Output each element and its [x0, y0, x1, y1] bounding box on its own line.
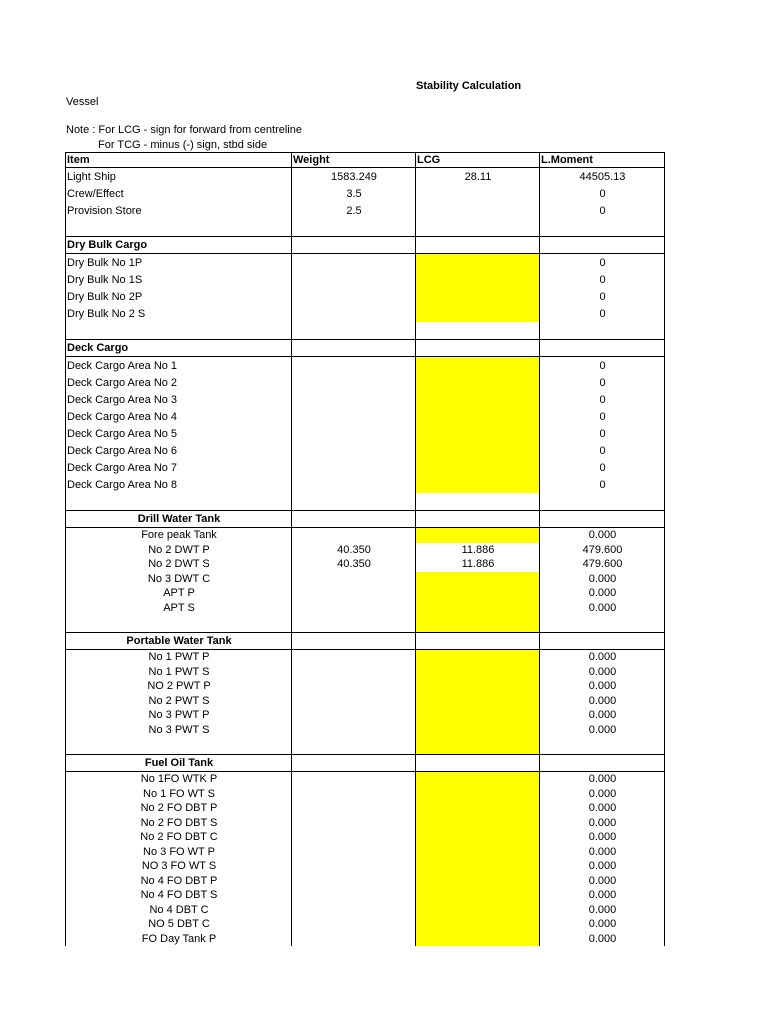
table-row — [66, 874, 665, 889]
item-cell[interactable]: No 2 DWT P — [66, 543, 292, 558]
weight-cell[interactable]: 40.350 — [292, 557, 416, 572]
table-row — [66, 816, 665, 831]
table-row — [66, 543, 665, 558]
weight-cell[interactable] — [292, 391, 416, 408]
item-cell[interactable]: Provision Store — [66, 202, 292, 219]
table-row — [66, 476, 665, 493]
weight-cell[interactable] — [292, 271, 416, 288]
moment-cell[interactable]: 0.000 — [540, 787, 665, 802]
item-cell[interactable]: APT S — [66, 601, 292, 616]
lcg-cell[interactable] — [416, 633, 540, 650]
moment-cell[interactable]: 0.000 — [540, 528, 665, 543]
lcg-cell[interactable] — [416, 254, 540, 272]
item-cell[interactable]: No 3 DWT C — [66, 572, 292, 587]
item-cell[interactable]: Deck Cargo Area No 5 — [66, 425, 292, 442]
lcg-cell[interactable] — [416, 816, 540, 831]
moment-cell[interactable]: 0 — [540, 476, 665, 493]
moment-cell[interactable]: 0 — [540, 202, 665, 219]
moment-cell[interactable] — [540, 737, 665, 755]
section-title[interactable]: Dry Bulk Cargo — [66, 237, 292, 254]
table-row — [66, 859, 665, 874]
item-cell[interactable]: No 4 FO DBT S — [66, 888, 292, 903]
lcg-cell[interactable] — [416, 772, 540, 787]
table-row — [66, 888, 665, 903]
lcg-cell[interactable] — [416, 723, 540, 738]
lcg-cell[interactable] — [416, 787, 540, 802]
section-title[interactable]: Deck Cargo — [66, 340, 292, 357]
lcg-cell[interactable] — [416, 237, 540, 254]
column-header-moment[interactable]: L.Moment — [540, 153, 665, 168]
table-row — [66, 459, 665, 476]
item-cell[interactable]: Dry Bulk No 1P — [66, 254, 292, 272]
moment-cell[interactable]: 479.600 — [540, 543, 665, 558]
moment-cell[interactable]: 0.000 — [540, 801, 665, 816]
lcg-cell[interactable] — [416, 288, 540, 305]
table-row — [66, 723, 665, 738]
item-cell[interactable]: Deck Cargo Area No 7 — [66, 459, 292, 476]
weight-cell[interactable] — [292, 772, 416, 787]
lcg-cell[interactable] — [416, 271, 540, 288]
item-cell[interactable]: Deck Cargo Area No 8 — [66, 476, 292, 493]
lcg-cell[interactable]: 11.886 — [416, 557, 540, 572]
item-cell[interactable] — [66, 615, 292, 633]
moment-cell[interactable]: 0.000 — [540, 932, 665, 947]
weight-cell[interactable] — [292, 254, 416, 272]
weight-cell[interactable] — [292, 708, 416, 723]
moment-cell[interactable]: 0 — [540, 271, 665, 288]
spacer-row — [66, 493, 665, 511]
lcg-cell[interactable] — [416, 408, 540, 425]
item-cell[interactable]: NO 3 FO WT S — [66, 859, 292, 874]
table-row — [66, 903, 665, 918]
column-header-item[interactable]: Item — [66, 153, 292, 168]
lcg-cell[interactable] — [416, 801, 540, 816]
lcg-cell[interactable] — [416, 442, 540, 459]
moment-cell[interactable]: 0.000 — [540, 708, 665, 723]
column-header-lcg[interactable]: LCG — [416, 153, 540, 168]
moment-cell[interactable]: 0.000 — [540, 816, 665, 831]
moment-cell[interactable] — [540, 322, 665, 340]
lcg-cell[interactable] — [416, 755, 540, 772]
section-header-row — [66, 511, 665, 528]
weight-cell[interactable]: 40.350 — [292, 543, 416, 558]
lcg-cell[interactable] — [416, 391, 540, 408]
weight-cell[interactable] — [292, 601, 416, 616]
item-cell[interactable]: No 2 PWT S — [66, 694, 292, 709]
lcg-cell[interactable] — [416, 305, 540, 322]
moment-cell[interactable]: 0.000 — [540, 572, 665, 587]
moment-cell[interactable]: 479.600 — [540, 557, 665, 572]
item-cell[interactable]: Dry Bulk No 2P — [66, 288, 292, 305]
weight-cell[interactable] — [292, 511, 416, 528]
moment-cell[interactable]: 0.000 — [540, 903, 665, 918]
table-row — [66, 442, 665, 459]
table-row — [66, 425, 665, 442]
table-row — [66, 586, 665, 601]
lcg-cell[interactable] — [416, 694, 540, 709]
table-row — [66, 830, 665, 845]
item-cell[interactable]: No 2 DWT S — [66, 557, 292, 572]
moment-cell[interactable]: 0 — [540, 459, 665, 476]
lcg-cell[interactable] — [416, 374, 540, 391]
section-header-row — [66, 237, 665, 254]
page-title: Stability Calculation — [416, 80, 522, 92]
section-header-row — [66, 340, 665, 357]
lcg-cell[interactable] — [416, 586, 540, 601]
header-row — [66, 153, 665, 168]
item-cell[interactable]: Deck Cargo Area No 3 — [66, 391, 292, 408]
moment-cell[interactable] — [540, 237, 665, 254]
table-row — [66, 679, 665, 694]
moment-cell[interactable]: 0 — [540, 357, 665, 375]
weight-cell[interactable] — [292, 288, 416, 305]
moment-cell[interactable] — [540, 755, 665, 772]
table-row — [66, 845, 665, 860]
lcg-cell[interactable] — [416, 340, 540, 357]
moment-cell[interactable]: 0 — [540, 288, 665, 305]
moment-cell[interactable] — [540, 511, 665, 528]
item-cell[interactable] — [66, 322, 292, 340]
moment-cell[interactable]: 44505.13 — [540, 168, 665, 186]
weight-cell[interactable] — [292, 305, 416, 322]
moment-cell[interactable]: 0 — [540, 305, 665, 322]
weight-cell[interactable] — [292, 408, 416, 425]
weight-cell[interactable] — [292, 859, 416, 874]
moment-cell[interactable]: 0.000 — [540, 679, 665, 694]
weight-cell[interactable] — [292, 322, 416, 340]
weight-cell[interactable] — [292, 845, 416, 860]
item-cell[interactable] — [66, 737, 292, 755]
lcg-cell[interactable] — [416, 425, 540, 442]
moment-cell[interactable] — [540, 219, 665, 237]
moment-cell[interactable]: 0 — [540, 254, 665, 272]
lcg-cell[interactable]: 28.11 — [416, 168, 540, 186]
moment-cell[interactable]: 0 — [540, 425, 665, 442]
item-cell[interactable]: Deck Cargo Area No 6 — [66, 442, 292, 459]
moment-cell[interactable] — [540, 615, 665, 633]
table-row — [66, 202, 665, 219]
item-cell[interactable]: No 1FO WTK P — [66, 772, 292, 787]
spacer-row — [66, 737, 665, 755]
lcg-cell[interactable] — [416, 679, 540, 694]
lcg-cell[interactable] — [416, 932, 540, 947]
lcg-cell[interactable] — [416, 476, 540, 493]
moment-cell[interactable]: 0.000 — [540, 859, 665, 874]
table-row — [66, 572, 665, 587]
weight-cell[interactable] — [292, 374, 416, 391]
table-row — [66, 650, 665, 665]
weight-cell[interactable] — [292, 615, 416, 633]
note-line-1: Note : For LCG - sign for forward from centreline — [66, 124, 302, 136]
moment-cell[interactable] — [540, 493, 665, 511]
table-row — [66, 271, 665, 288]
item-cell[interactable]: No 4 FO DBT P — [66, 874, 292, 889]
weight-cell[interactable] — [292, 340, 416, 357]
section-title[interactable]: Fuel Oil Tank — [66, 755, 292, 772]
item-cell[interactable]: Light Ship — [66, 168, 292, 186]
weight-cell[interactable] — [292, 723, 416, 738]
weight-cell[interactable] — [292, 528, 416, 543]
spacer-row — [66, 322, 665, 340]
vessel-label: Vessel — [66, 96, 99, 108]
weight-cell[interactable]: 1583.249 — [292, 168, 416, 186]
item-cell[interactable]: No 3 FO WT P — [66, 845, 292, 860]
section-title[interactable]: Drill Water Tank — [66, 511, 292, 528]
weight-cell[interactable]: 2.5 — [292, 202, 416, 219]
item-cell[interactable]: Deck Cargo Area No 1 — [66, 357, 292, 375]
moment-cell[interactable]: 0.000 — [540, 586, 665, 601]
table-row — [66, 528, 665, 543]
weight-cell[interactable] — [292, 586, 416, 601]
lcg-cell[interactable] — [416, 903, 540, 918]
weight-cell[interactable] — [292, 219, 416, 237]
moment-cell[interactable]: 0.000 — [540, 601, 665, 616]
table-row — [66, 772, 665, 787]
weight-cell[interactable] — [292, 888, 416, 903]
table-row — [66, 917, 665, 932]
table-row — [66, 601, 665, 616]
lcg-cell[interactable] — [416, 830, 540, 845]
weight-cell[interactable] — [292, 755, 416, 772]
table-row — [66, 305, 665, 322]
weight-cell[interactable] — [292, 650, 416, 665]
table-row — [66, 168, 665, 186]
lcg-cell[interactable] — [416, 528, 540, 543]
lcg-cell[interactable] — [416, 859, 540, 874]
weight-cell[interactable] — [292, 694, 416, 709]
lcg-cell[interactable]: 11.886 — [416, 543, 540, 558]
spacer-row — [66, 615, 665, 633]
lcg-cell[interactable] — [416, 185, 540, 202]
moment-cell[interactable] — [540, 340, 665, 357]
section-header-row — [66, 755, 665, 772]
table-row — [66, 665, 665, 680]
lcg-cell[interactable] — [416, 665, 540, 680]
lcg-cell[interactable] — [416, 708, 540, 723]
section-header-row — [66, 633, 665, 650]
weight-cell[interactable] — [292, 874, 416, 889]
lcg-cell[interactable] — [416, 459, 540, 476]
table-row — [66, 391, 665, 408]
moment-cell[interactable]: 0.000 — [540, 830, 665, 845]
table-row — [66, 801, 665, 816]
table-row — [66, 708, 665, 723]
weight-cell[interactable] — [292, 425, 416, 442]
table-row — [66, 408, 665, 425]
lcg-cell[interactable] — [416, 601, 540, 616]
moment-cell[interactable]: 0.000 — [540, 917, 665, 932]
spacer-row — [66, 219, 665, 237]
weight-cell[interactable] — [292, 633, 416, 650]
lcg-cell[interactable] — [416, 615, 540, 633]
moment-cell[interactable]: 0.000 — [540, 694, 665, 709]
item-cell[interactable]: Dry Bulk No 1S — [66, 271, 292, 288]
item-cell[interactable]: No 2 FO DBT P — [66, 801, 292, 816]
item-cell[interactable]: Deck Cargo Area No 2 — [66, 374, 292, 391]
column-header-weight[interactable]: Weight — [292, 153, 416, 168]
weight-cell[interactable] — [292, 801, 416, 816]
table-row — [66, 185, 665, 202]
table-row — [66, 357, 665, 375]
moment-cell[interactable] — [540, 633, 665, 650]
item-cell[interactable]: No 4 DBT C — [66, 903, 292, 918]
weight-cell[interactable] — [292, 665, 416, 680]
moment-cell[interactable]: 0.000 — [540, 888, 665, 903]
table-row — [66, 374, 665, 391]
lcg-cell[interactable] — [416, 572, 540, 587]
item-cell[interactable]: APT P — [66, 586, 292, 601]
lcg-cell[interactable] — [416, 322, 540, 340]
moment-cell[interactable]: 0 — [540, 374, 665, 391]
weight-cell[interactable] — [292, 357, 416, 375]
table-row — [66, 288, 665, 305]
table-row — [66, 694, 665, 709]
item-cell[interactable] — [66, 493, 292, 511]
weight-cell[interactable] — [292, 476, 416, 493]
item-cell[interactable]: No 3 PWT S — [66, 723, 292, 738]
weight-cell[interactable] — [292, 917, 416, 932]
weight-cell[interactable] — [292, 237, 416, 254]
item-cell[interactable]: Dry Bulk No 2 S — [66, 305, 292, 322]
weight-cell[interactable] — [292, 903, 416, 918]
table-row — [66, 557, 665, 572]
weight-cell[interactable] — [292, 679, 416, 694]
item-cell[interactable]: No 1 PWT S — [66, 665, 292, 680]
lcg-cell[interactable] — [416, 357, 540, 375]
lcg-cell[interactable] — [416, 845, 540, 860]
moment-cell[interactable]: 0.000 — [540, 874, 665, 889]
item-cell[interactable]: No 3 PWT P — [66, 708, 292, 723]
item-cell[interactable]: FO Day Tank P — [66, 932, 292, 947]
item-cell[interactable]: Fore peak Tank — [66, 528, 292, 543]
item-cell[interactable]: No 1 FO WT S — [66, 787, 292, 802]
item-cell[interactable]: No 2 FO DBT C — [66, 830, 292, 845]
weight-cell[interactable] — [292, 459, 416, 476]
section-title[interactable]: Portable Water Tank — [66, 633, 292, 650]
item-cell[interactable]: No 2 FO DBT S — [66, 816, 292, 831]
item-cell[interactable] — [66, 219, 292, 237]
lcg-cell[interactable] — [416, 917, 540, 932]
moment-cell[interactable]: 0.000 — [540, 845, 665, 860]
weight-cell[interactable] — [292, 572, 416, 587]
moment-cell[interactable]: 0 — [540, 391, 665, 408]
moment-cell[interactable]: 0 — [540, 185, 665, 202]
weight-cell[interactable] — [292, 493, 416, 511]
lcg-cell[interactable] — [416, 511, 540, 528]
weight-cell[interactable] — [292, 737, 416, 755]
lcg-cell[interactable] — [416, 650, 540, 665]
lcg-cell[interactable] — [416, 493, 540, 511]
weight-cell[interactable]: 3.5 — [292, 185, 416, 202]
item-cell[interactable]: NO 5 DBT C — [66, 917, 292, 932]
stability-table — [65, 152, 665, 946]
lcg-cell[interactable] — [416, 888, 540, 903]
weight-cell[interactable] — [292, 442, 416, 459]
table-row — [66, 787, 665, 802]
weight-cell[interactable] — [292, 830, 416, 845]
moment-cell[interactable]: 0 — [540, 408, 665, 425]
item-cell[interactable]: No 1 PWT P — [66, 650, 292, 665]
item-cell[interactable]: NO 2 PWT P — [66, 679, 292, 694]
moment-cell[interactable]: 0.000 — [540, 723, 665, 738]
weight-cell[interactable] — [292, 816, 416, 831]
lcg-cell[interactable] — [416, 737, 540, 755]
item-cell[interactable]: Crew/Effect — [66, 185, 292, 202]
table-row — [66, 932, 665, 947]
moment-cell[interactable]: 0.000 — [540, 650, 665, 665]
note-line-2: For TCG - minus (-) sign, stbd side — [98, 139, 268, 151]
table-row — [66, 254, 665, 272]
moment-cell[interactable]: 0.000 — [540, 665, 665, 680]
moment-cell[interactable]: 0.000 — [540, 772, 665, 787]
weight-cell[interactable] — [292, 787, 416, 802]
lcg-cell[interactable] — [416, 874, 540, 889]
moment-cell[interactable]: 0 — [540, 442, 665, 459]
lcg-cell[interactable] — [416, 202, 540, 219]
lcg-cell[interactable] — [416, 219, 540, 237]
weight-cell[interactable] — [292, 932, 416, 947]
item-cell[interactable]: Deck Cargo Area No 4 — [66, 408, 292, 425]
